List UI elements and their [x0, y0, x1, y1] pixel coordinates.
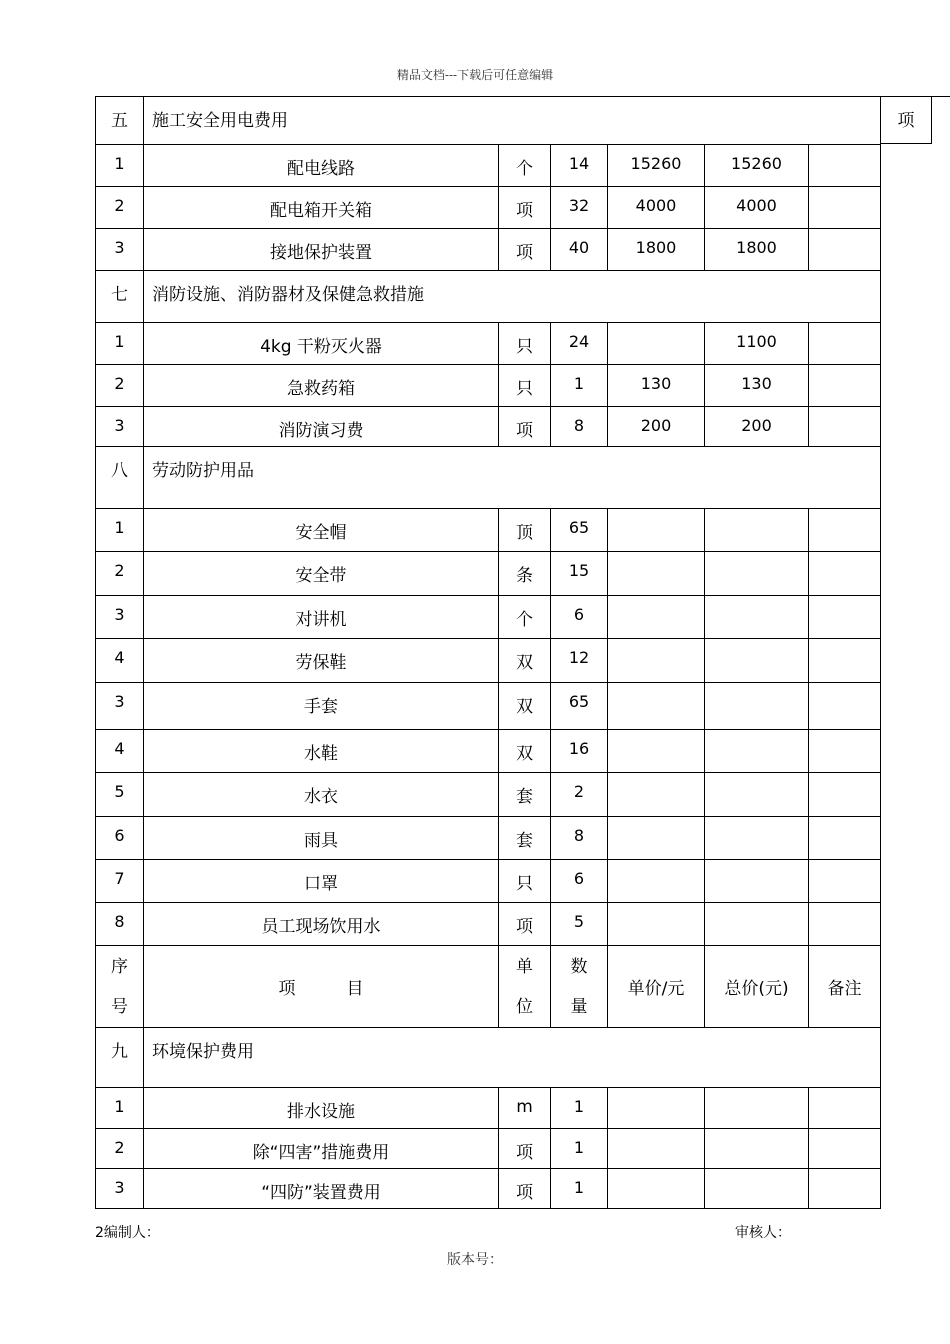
- section-title: 消防设施、消防器材及保健急救措施: [144, 271, 881, 323]
- quantity: 24: [551, 323, 608, 365]
- quantity: 15: [551, 552, 608, 596]
- row-number: 1: [96, 509, 144, 552]
- section-row: [96, 447, 881, 509]
- unit-price: [608, 509, 705, 552]
- section-title: 劳动防护用品: [144, 447, 881, 509]
- table-row: [96, 773, 881, 817]
- quantity: 12: [551, 639, 608, 683]
- item-name: 对讲机: [144, 596, 499, 639]
- prepared-by-label: 2编制人：: [95, 1225, 160, 1241]
- total-price: 1100: [705, 323, 809, 365]
- unit: 只: [499, 323, 551, 365]
- row-number: 3: [96, 596, 144, 639]
- table-row: [96, 730, 881, 773]
- section-number: 八: [96, 447, 144, 509]
- total-price: [705, 1088, 809, 1129]
- header-unit-price: 单价/元: [608, 946, 705, 1028]
- remark: [809, 773, 881, 817]
- remark: [809, 1088, 881, 1129]
- item-name: 水衣: [144, 773, 499, 817]
- unit: 项: [499, 903, 551, 946]
- remark: [809, 145, 881, 187]
- quantity: 8: [551, 407, 608, 447]
- table-row: [96, 1129, 881, 1169]
- unit-price: [608, 596, 705, 639]
- remark: [809, 860, 881, 903]
- table-edge-line: [932, 96, 950, 97]
- table-row: [96, 509, 881, 552]
- item-name: 安全带: [144, 552, 499, 596]
- table-row: [96, 187, 881, 229]
- quantity: 65: [551, 509, 608, 552]
- unit-price: [608, 730, 705, 773]
- row-number: 2: [96, 365, 144, 407]
- remark: [809, 817, 881, 860]
- unit-price: 4000: [608, 187, 705, 229]
- quantity: 14: [551, 145, 608, 187]
- total-price: [705, 596, 809, 639]
- header-qty: 数 量: [551, 946, 608, 1028]
- header-unit: 单 位: [499, 946, 551, 1028]
- total-price: 200: [705, 407, 809, 447]
- row-number: 5: [96, 773, 144, 817]
- unit-price: [608, 639, 705, 683]
- section-number: 七: [96, 271, 144, 323]
- section-number: 九: [96, 1028, 144, 1088]
- remark: [809, 509, 881, 552]
- total-price: [705, 817, 809, 860]
- total-price: [705, 1169, 809, 1209]
- table-row: [96, 365, 881, 407]
- table-row: [96, 552, 881, 596]
- table-row: [96, 817, 881, 860]
- item-name: 4kg 干粉灭火器: [144, 323, 499, 365]
- total-price: 130: [705, 365, 809, 407]
- unit: 双: [499, 639, 551, 683]
- row-number: 2: [96, 552, 144, 596]
- item-name: 除“四害”措施费用: [144, 1129, 499, 1169]
- item-name: 接地保护装置: [144, 229, 499, 271]
- unit: 双: [499, 730, 551, 773]
- table-row: [96, 229, 881, 271]
- remark: [809, 639, 881, 683]
- table-row: [96, 323, 881, 365]
- quantity: 6: [551, 596, 608, 639]
- table-row: [96, 903, 881, 946]
- unit: 套: [499, 773, 551, 817]
- unit-price: 200: [608, 407, 705, 447]
- table-row: [96, 596, 881, 639]
- row-number: 4: [96, 639, 144, 683]
- unit: 项: [499, 407, 551, 447]
- total-price: [705, 860, 809, 903]
- table-row: [96, 407, 881, 447]
- total-price: 1800: [705, 229, 809, 271]
- item-name: 水鞋: [144, 730, 499, 773]
- total-price: [705, 730, 809, 773]
- item-name: “四防”装置费用: [144, 1169, 499, 1209]
- row-number: 3: [96, 229, 144, 271]
- section-number: 五: [96, 97, 144, 145]
- unit-price: [608, 552, 705, 596]
- remark: [809, 1129, 881, 1169]
- reviewed-by-label: 审核人：: [735, 1225, 791, 1241]
- item-name: 配电箱开关箱: [144, 187, 499, 229]
- unit-price: [608, 1129, 705, 1169]
- unit-price: [608, 860, 705, 903]
- unit: 项: [499, 1129, 551, 1169]
- total-price: 15260: [705, 145, 809, 187]
- remark: [809, 365, 881, 407]
- table-row: [96, 639, 881, 683]
- total-price: [705, 639, 809, 683]
- table-row: [96, 1088, 881, 1129]
- unit-price: [608, 817, 705, 860]
- unit: 个: [499, 145, 551, 187]
- item-name: 排水设施: [144, 1088, 499, 1129]
- item-name: 安全帽: [144, 509, 499, 552]
- remark: [809, 730, 881, 773]
- remark: [809, 407, 881, 447]
- row-number: 2: [96, 187, 144, 229]
- total-price: [705, 903, 809, 946]
- unit: 只: [499, 860, 551, 903]
- unit-price: [608, 1088, 705, 1129]
- unit: 双: [499, 683, 551, 730]
- total-price: [705, 683, 809, 730]
- item-name: 雨具: [144, 817, 499, 860]
- remark: [809, 323, 881, 365]
- unit: m: [499, 1088, 551, 1129]
- row-number: 1: [96, 323, 144, 365]
- section-title: 施工安全用电费用: [144, 97, 881, 145]
- row-number: 4: [96, 730, 144, 773]
- row-number: 6: [96, 817, 144, 860]
- unit: 顶: [499, 509, 551, 552]
- quantity: 6: [551, 860, 608, 903]
- section-row: [96, 1028, 881, 1088]
- row-number: 8: [96, 903, 144, 946]
- total-price: 4000: [705, 187, 809, 229]
- unit: 条: [499, 552, 551, 596]
- unit: 个: [499, 596, 551, 639]
- unit-price: [608, 773, 705, 817]
- unit: 项: [499, 1169, 551, 1209]
- header-item: 项 目: [144, 946, 499, 1028]
- section-title: 环境保护费用: [144, 1028, 881, 1088]
- unit: 只: [499, 365, 551, 407]
- row-number: 2: [96, 1129, 144, 1169]
- header-remark: 备注: [809, 946, 881, 1028]
- quantity: 5: [551, 903, 608, 946]
- remark: [809, 187, 881, 229]
- table-row: [96, 1169, 881, 1209]
- quantity: 2: [551, 773, 608, 817]
- unit: 项: [499, 187, 551, 229]
- page-header: 精品文档---下载后可任意编辑: [396, 68, 554, 82]
- row-number: 3: [96, 1169, 144, 1209]
- row-number: 3: [96, 407, 144, 447]
- total-price: [705, 509, 809, 552]
- unit-price: [608, 323, 705, 365]
- quantity: 8: [551, 817, 608, 860]
- quantity: 1: [551, 1129, 608, 1169]
- row-number: 3: [96, 683, 144, 730]
- row-number: 7: [96, 860, 144, 903]
- unit-price: [608, 1169, 705, 1209]
- row-number: 1: [96, 145, 144, 187]
- section-row: [96, 271, 881, 323]
- unit-price: 15260: [608, 145, 705, 187]
- quantity: 32: [551, 187, 608, 229]
- quantity: 1: [551, 365, 608, 407]
- item-name: 配电线路: [144, 145, 499, 187]
- unit: 项: [499, 229, 551, 271]
- unit: 套: [499, 817, 551, 860]
- section-row: [96, 97, 881, 145]
- remark: [809, 1169, 881, 1209]
- item-name: 员工现场饮用水: [144, 903, 499, 946]
- unit-price: 1800: [608, 229, 705, 271]
- remark: [809, 683, 881, 730]
- quantity: 65: [551, 683, 608, 730]
- quantity: 16: [551, 730, 608, 773]
- unit-price: [608, 683, 705, 730]
- column-header-row: [96, 946, 881, 1028]
- header-right-cell: 项: [880, 96, 932, 144]
- table-row: [96, 683, 881, 730]
- header-no: 序 号: [96, 946, 144, 1028]
- quantity: 1: [551, 1088, 608, 1129]
- cost-table: [95, 96, 881, 1209]
- remark: [809, 903, 881, 946]
- table-row: [96, 145, 881, 187]
- item-name: 口罩: [144, 860, 499, 903]
- unit-price: 130: [608, 365, 705, 407]
- item-name: 急救药箱: [144, 365, 499, 407]
- remark: [809, 229, 881, 271]
- quantity: 40: [551, 229, 608, 271]
- item-name: 手套: [144, 683, 499, 730]
- remark: [809, 596, 881, 639]
- total-price: [705, 773, 809, 817]
- table-row: [96, 860, 881, 903]
- version-label: 版本号：: [447, 1252, 503, 1268]
- item-name: 消防演习费: [144, 407, 499, 447]
- quantity: 1: [551, 1169, 608, 1209]
- total-price: [705, 1129, 809, 1169]
- unit-price: [608, 903, 705, 946]
- total-price: [705, 552, 809, 596]
- header-total: 总价(元): [705, 946, 809, 1028]
- item-name: 劳保鞋: [144, 639, 499, 683]
- remark: [809, 552, 881, 596]
- row-number: 1: [96, 1088, 144, 1129]
